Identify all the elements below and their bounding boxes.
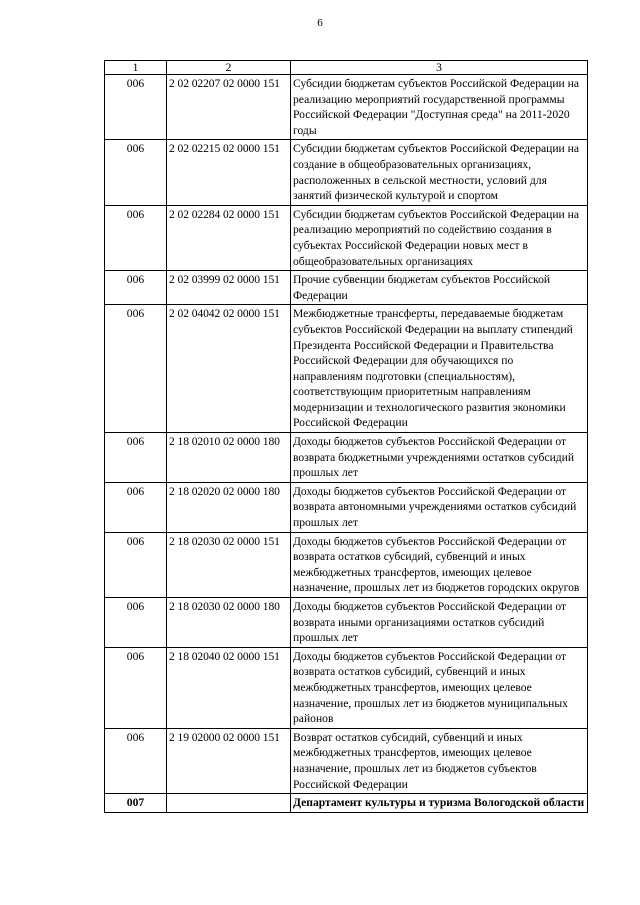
cell-budget-code [167,794,291,813]
table-row [105,647,588,728]
cell-admin-code: 006 [105,271,167,305]
cell-admin-code: 006 [105,482,167,532]
cell-admin-code: 006 [105,140,167,205]
table-row [105,205,588,270]
cell-budget-code: 2 18 02010 02 0000 180 [167,433,291,483]
cell-revenue-name: Субсидии бюджетам субъектов Российской Федерации на реализацию мероприятий по содействию создания в субъектах Российской Федерации новых мест в общеобразовательных организациях [291,205,588,270]
table-row [105,532,588,597]
table-body [105,75,588,813]
table-header-row [105,61,588,75]
cell-budget-code: 2 18 02030 02 0000 180 [167,598,291,648]
cell-budget-code: 2 18 02040 02 0000 151 [167,647,291,728]
cell-budget-code: 2 02 02284 02 0000 151 [167,205,291,270]
cell-budget-code: 2 02 04042 02 0000 151 [167,305,291,433]
cell-revenue-name: Возврат остатков субсидий, субвенций и иных межбюджетных трансфертов, имеющих целевое назначение, прошлых лет из бюджетов субъектов Российской Федерации [291,728,588,793]
cell-admin-code: 007 [105,794,167,813]
cell-revenue-name: Субсидии бюджетам субъектов Российской Федерации на реализацию мероприятий государственной программы Российской Федерации "Доступная среда" на 2011-2020 годы [291,75,588,140]
table-row [105,75,588,140]
table-row [105,794,588,813]
cell-admin-code: 006 [105,305,167,433]
cell-budget-code: 2 02 02207 02 0000 151 [167,75,291,140]
cell-budget-code: 2 18 02020 02 0000 180 [167,482,291,532]
cell-admin-code: 006 [105,205,167,270]
cell-budget-code: 2 02 03999 02 0000 151 [167,271,291,305]
cell-budget-code: 2 02 02215 02 0000 151 [167,140,291,205]
column-header-name: 3 [291,61,588,75]
cell-revenue-name: Доходы бюджетов субъектов Российской Федерации от возврата остатков субсидий, субвенций и иных межбюджетных трансфертов, имеющих целевое назначение, прошлых лет из бюджетов городских округов [291,532,588,597]
cell-admin-code: 006 [105,433,167,483]
table-row [105,728,588,793]
revenue-codes-table [104,60,588,813]
table-row [105,598,588,648]
table-row [105,433,588,483]
cell-revenue-name: Департамент культуры и туризма Вологодской области [291,794,588,813]
cell-revenue-name: Доходы бюджетов субъектов Российской Федерации от возврата бюджетными учреждениями остатков субсидий прошлых лет [291,433,588,483]
column-header-admin: 1 [105,61,167,75]
table-row [105,482,588,532]
column-header-code: 2 [167,61,291,75]
table-row [105,271,588,305]
cell-admin-code: 006 [105,532,167,597]
cell-admin-code: 006 [105,728,167,793]
cell-revenue-name: Прочие субвенции бюджетам субъектов Российской Федерации [291,271,588,305]
cell-admin-code: 006 [105,647,167,728]
cell-revenue-name: Доходы бюджетов субъектов Российской Федерации от возврата иными организациями остатков субсидий прошлых лет [291,598,588,648]
cell-admin-code: 006 [105,75,167,140]
table-row [105,140,588,205]
table-row [105,305,588,433]
cell-admin-code: 006 [105,598,167,648]
cell-revenue-name: Субсидии бюджетам субъектов Российской Федерации на создание в общеобразовательных организациях, расположенных в сельской местности, условий для занятий физической культурой и спортом [291,140,588,205]
cell-budget-code: 2 18 02030 02 0000 151 [167,532,291,597]
cell-budget-code: 2 19 02000 02 0000 151 [167,728,291,793]
page-number: 6 [317,17,323,29]
cell-revenue-name: Доходы бюджетов субъектов Российской Федерации от возврата автономными учреждениями остатков субсидий прошлых лет [291,482,588,532]
cell-revenue-name: Межбюджетные трансферты, передаваемые бюджетам субъектов Российской Федерации на выплату стипендий Президента Российской Федерации и Правительства Российской Федерации для обучающихся по направлениям подготовки (специальностям), соответствующим приоритетным направлениям модернизации и технологического развития экономики Российской Федерации [291,305,588,433]
cell-revenue-name: Доходы бюджетов субъектов Российской Федерации от возврата остатков субсидий, субвенций и иных межбюджетных трансфертов, имеющих целевое назначение, прошлых лет из бюджетов муниципальных районов [291,647,588,728]
